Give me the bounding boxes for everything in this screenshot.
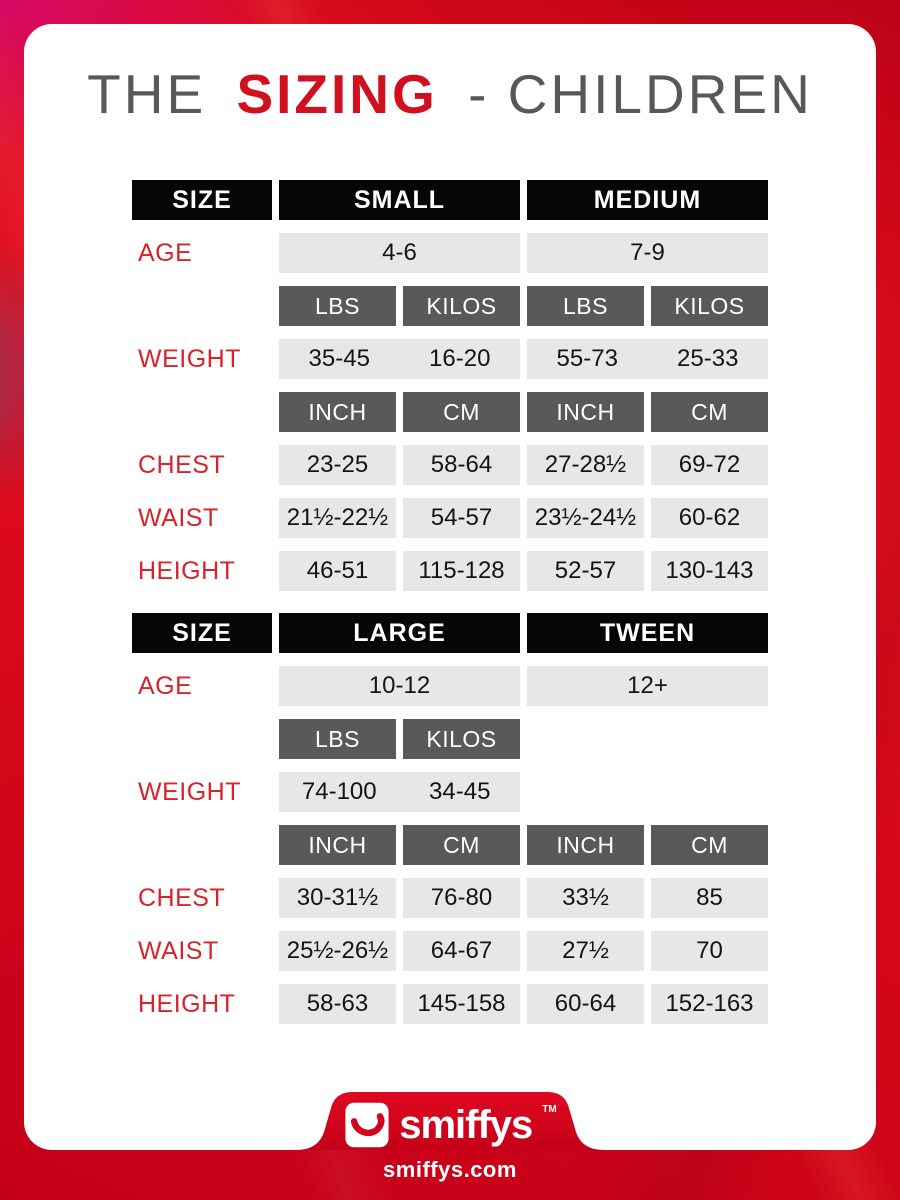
table-cell: 69-72: [651, 445, 768, 485]
smiffys-smile-icon: [344, 1101, 390, 1149]
page-title: [24, 62, 876, 126]
table-cell: 30-31½: [279, 878, 396, 918]
table-cell: 115-128: [403, 551, 520, 591]
weight-values-medium: [527, 339, 768, 379]
row-label-height: HEIGHT: [138, 556, 236, 585]
table-cell: 33½: [527, 878, 644, 918]
table-cell: 54-57: [403, 498, 520, 538]
age-value-medium: 7-9: [527, 233, 768, 273]
trademark-symbol: TM: [542, 1103, 557, 1115]
age-value-small: 4-6: [279, 233, 520, 273]
brand-tab: [295, 1092, 605, 1150]
table-cell: 64-67: [403, 931, 520, 971]
table-cell: 52-57: [527, 551, 644, 591]
row-label-chest: CHEST: [138, 883, 226, 912]
unit-header-cm: CM: [403, 392, 520, 432]
size-header: SIZE: [132, 613, 272, 653]
column-header-small: SMALL: [279, 180, 520, 220]
sizing-table-small-medium: [132, 180, 768, 591]
title-children: - CHILDREN: [468, 63, 813, 125]
title-the: THE: [87, 63, 207, 125]
column-header-medium: MEDIUM: [527, 180, 768, 220]
table-cell: 58-64: [403, 445, 520, 485]
table-cell: 85: [651, 878, 768, 918]
weight-lbs-value: 74-100: [301, 778, 377, 805]
age-value-tween: 12+: [527, 666, 768, 706]
unit-header-lbs: LBS: [279, 719, 396, 759]
title-sizing: SIZING: [236, 63, 438, 125]
table-cell: 27-28½: [527, 445, 644, 485]
weight-lbs-value: 35-45: [308, 345, 370, 372]
table-cell: 23½-24½: [527, 498, 644, 538]
table-cell: 145-158: [403, 984, 520, 1024]
unit-header-inch: INCH: [527, 392, 644, 432]
table-cell: 23-25: [279, 445, 396, 485]
unit-header-cm: CM: [651, 392, 768, 432]
website-url: smiffys.com: [383, 1157, 517, 1182]
smiffys-logo: [295, 1101, 605, 1149]
table-cell: 70: [651, 931, 768, 971]
brand-wordmark: smiffys: [399, 1103, 533, 1147]
table-cell: 60-64: [527, 984, 644, 1024]
row-label-weight: WEIGHT: [138, 777, 241, 806]
table-cell: 76-80: [403, 878, 520, 918]
sizing-table-large-tween: [132, 613, 768, 1024]
table-cell: 21½-22½: [279, 498, 396, 538]
unit-header-kilos: KILOS: [651, 286, 768, 326]
unit-header-inch: INCH: [527, 825, 644, 865]
row-label-age: AGE: [138, 671, 193, 700]
table-cell: 60-62: [651, 498, 768, 538]
table-cell: 25½-26½: [279, 931, 396, 971]
weight-kilos-value: 25-33: [677, 345, 739, 372]
unit-header-kilos: KILOS: [403, 286, 520, 326]
size-header: SIZE: [132, 180, 272, 220]
weight-kilos-value: 34-45: [429, 778, 491, 805]
unit-header-inch: INCH: [279, 825, 396, 865]
row-label-weight: WEIGHT: [138, 344, 241, 373]
table-cell: 58-63: [279, 984, 396, 1024]
unit-header-lbs: LBS: [527, 286, 644, 326]
row-label-waist: WAIST: [138, 936, 219, 965]
table-cell: 46-51: [279, 551, 396, 591]
weight-values-small: [279, 339, 520, 379]
table-cell: 130-143: [651, 551, 768, 591]
table-cell: 152-163: [651, 984, 768, 1024]
unit-header-cm: CM: [651, 825, 768, 865]
sizing-card: [24, 24, 876, 1150]
row-label-age: AGE: [138, 238, 193, 267]
weight-lbs-value: 55-73: [556, 345, 618, 372]
row-label-waist: WAIST: [138, 503, 219, 532]
unit-header-inch: INCH: [279, 392, 396, 432]
row-label-height: HEIGHT: [138, 989, 236, 1018]
unit-header-lbs: LBS: [279, 286, 396, 326]
weight-kilos-value: 16-20: [429, 345, 491, 372]
unit-header-cm: CM: [403, 825, 520, 865]
weight-values-large: [279, 772, 520, 812]
unit-header-kilos: KILOS: [403, 719, 520, 759]
table-cell: 27½: [527, 931, 644, 971]
age-value-large: 10-12: [279, 666, 520, 706]
row-label-chest: CHEST: [138, 450, 226, 479]
column-header-large: LARGE: [279, 613, 520, 653]
column-header-tween: TWEEN: [527, 613, 768, 653]
